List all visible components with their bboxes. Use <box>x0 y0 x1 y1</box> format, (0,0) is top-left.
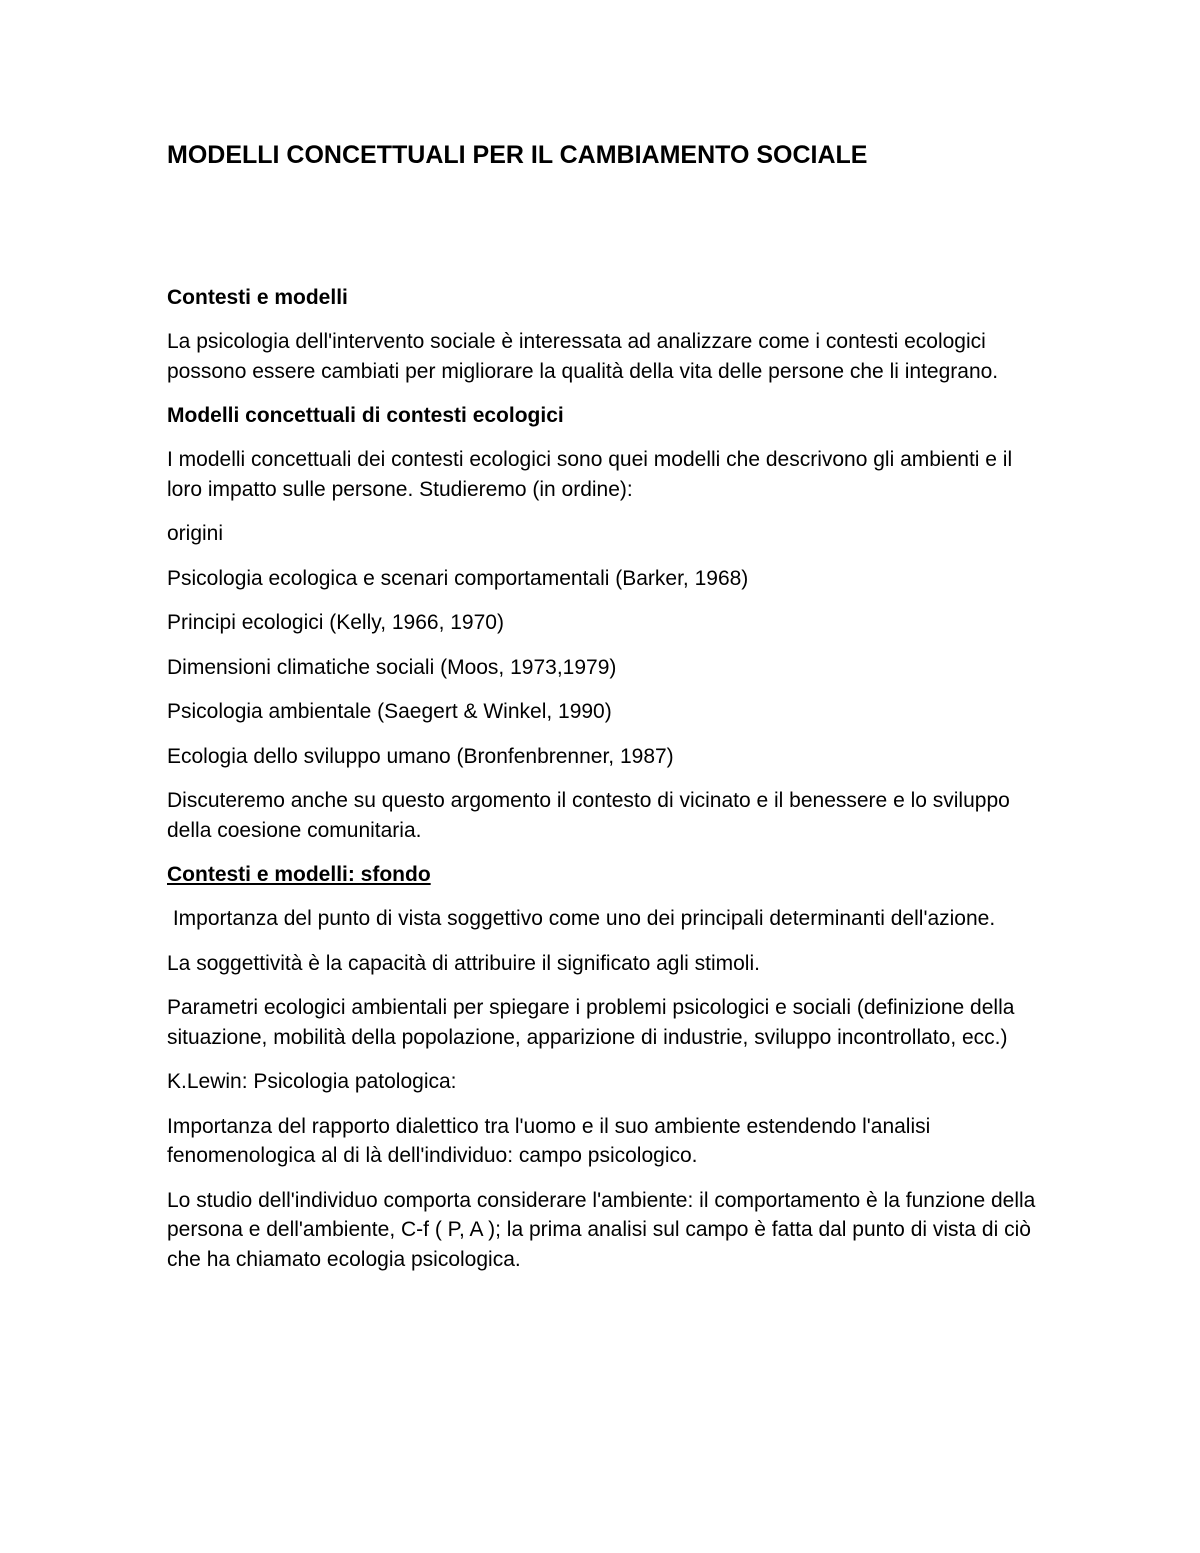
document-title: MODELLI CONCETTUALI PER IL CAMBIAMENTO SOCIALE <box>167 141 868 169</box>
paragraph: Importanza del punto di vista soggettivo come uno dei principali determinanti dell'azione. <box>167 907 996 930</box>
paragraph: Discuteremo anche su questo argomento il contesto di vicinato e il benessere e lo sviluppo della coesione comunitaria. <box>167 789 1016 842</box>
list-item: Psicologia ecologica e scenari comportamentali (Barker, 1968) <box>167 566 749 590</box>
section-heading-sfondo: Contesti e modelli: sfondo <box>167 863 431 886</box>
list-item: origini <box>167 522 224 545</box>
paragraph: Lo studio dell'individuo comporta considerare l'ambiente: il comportamento è la funzione della persona e dell'ambiente, C-f ( P, A ); la prima analisi sul campo è fatta dal punto di vista di ciò che ha chiamato ecologia psicologica. <box>167 1188 1042 1271</box>
document-body <box>167 283 1047 1289</box>
list-item: Principi ecologici (Kelly, 1966, 1970) <box>167 611 504 634</box>
paragraph: I modelli concettuali dei contesti ecologici sono quei modelli che descrivono gli ambienti e il loro impatto sulle persone. Studieremo (in ordine): <box>167 448 1018 501</box>
list-item: Dimensioni climatiche sociali (Moos, 1973,1979) <box>167 655 617 679</box>
section-heading-modelli-concettuali: Modelli concettuali di contesti ecologici <box>167 404 564 427</box>
paragraph: K.Lewin: Psicologia patologica: <box>167 1070 457 1093</box>
paragraph: Importanza del rapporto dialettico tra l'uomo e il suo ambiente estendendo l'analisi fenomenologica al di là dell'individuo: campo psicologico. <box>167 1114 937 1167</box>
paragraph: Parametri ecologici ambientali per spiegare i problemi psicologici e sociali (definizione della situazione, mobilità della popolazione, apparizione di industrie, sviluppo incontrollato, ecc.) <box>167 996 1021 1049</box>
section-heading-contesti-e-modelli: Contesti e modelli <box>167 286 348 309</box>
list-item: Ecologia dello sviluppo umano (Bronfenbrenner, 1987) <box>167 744 674 768</box>
paragraph: La soggettività è la capacità di attribuire il significato agli stimoli. <box>167 951 760 975</box>
list-item: Psicologia ambientale (Saegert & Winkel, 1990) <box>167 700 612 723</box>
paragraph: La psicologia dell'intervento sociale è interessata ad analizzare come i contesti ecologici possono essere cambiati per migliorare la qualità della vita delle persone che li integrano. <box>167 330 999 383</box>
